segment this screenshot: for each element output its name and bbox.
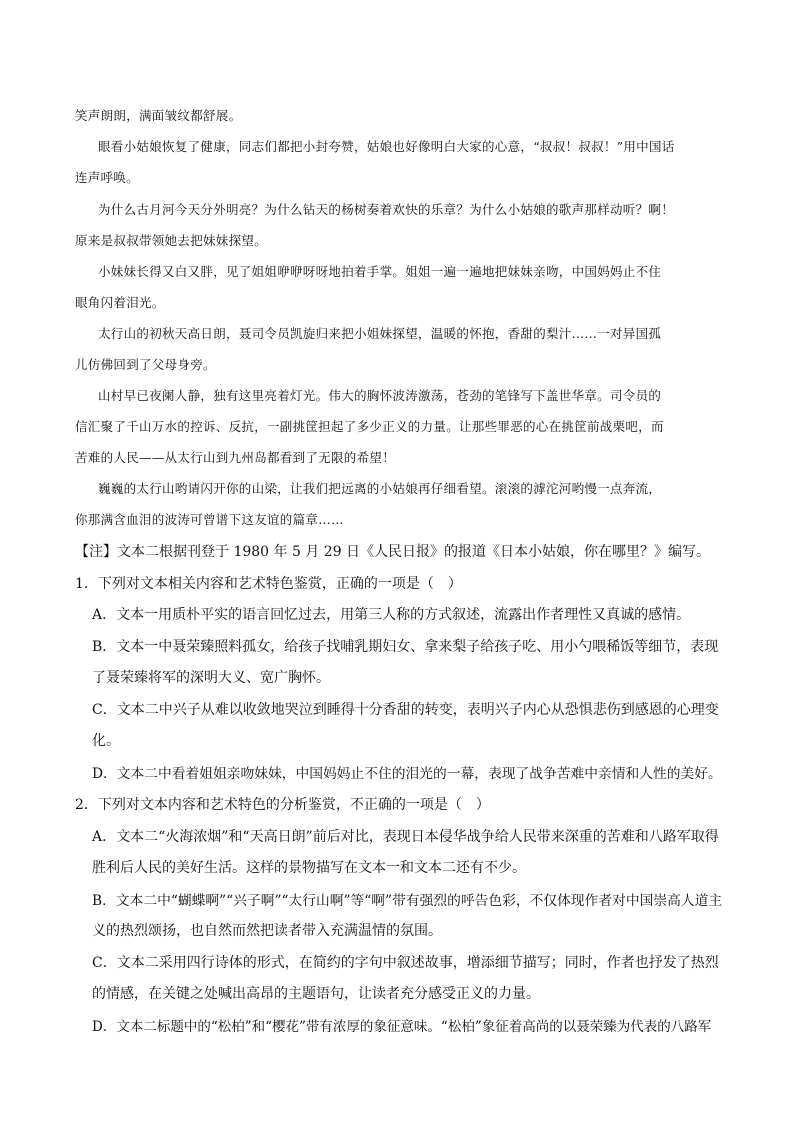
option-c: C．文本二中兴子从难以收敛地哭泣到睡得十分香甜的转变，表明兴子内心从恐惧悲伤到感恩的心理变 <box>92 702 719 718</box>
poem-line: 眼看小姑娘恢复了健康，同志们都把小封夸赞，姑娘也好像明白大家的心意，“叔叔！叔叔！”用中国话 <box>98 139 675 154</box>
option-a: A．文本一用质朴平实的语言回忆过去，用第三人称的方式叙述，流露出作者理性又真诚的感情。 <box>92 607 691 623</box>
poem-line: 你那满含血泪的波涛可曾谱下这友谊的篇章…… <box>75 512 344 527</box>
question-stem: 1．下列对文本相关内容和艺术特色鉴赏，正确的一项是（ ） <box>75 576 462 592</box>
poem-line: 原来是叔叔带领她去把妹妹探望。 <box>75 233 268 248</box>
option-a-cont: 胜利后人民的美好生活。这样的景物描写在文本一和文本二还有不少。 <box>92 860 526 876</box>
poem-line: 苦难的人民——从太行山到九州岛都看到了无限的希望！ <box>75 450 396 465</box>
option-d: D．文本二标题中的“松柏”和“樱花”带有浓厚的象征意味。“松柏”象征着高尚的以聂荣臻为代表的八路军 <box>92 1019 712 1035</box>
option-c-cont: 化。 <box>92 733 120 749</box>
option-c-cont: 的情感，在关键之处喊出高昂的主题语句，让读者充分感受正义的力量。 <box>92 986 540 1002</box>
poem-line: 连声呼唤。 <box>75 170 140 185</box>
option-b-cont: 了聂荣臻将军的深明大义、宽广胸怀。 <box>92 670 330 686</box>
poem-line: 太行山的初秋天高日朗，聂司令员凯旋归来把小姐妹探望，温暖的怀抱，香甜的梨汁……一对异国孤 <box>98 326 662 341</box>
poem-line: 巍巍的太行山哟请闪开你的山梁，让我们把远离的小姑娘再仔细看望。滚滚的滹沱河哟慢一点奔流， <box>98 481 662 496</box>
poem-line: 为什么古月河今天分外明亮？为什么钻天的杨树奏着欢快的乐章？为什么小姑娘的歌声那样动听？啊！ <box>98 202 675 217</box>
option-c: C．文本二采用四行诗体的形式，在简约的字句中叙述故事，增添细节描写；同时，作者也抒发了热烈 <box>92 955 719 971</box>
option-d: D．文本二中看着姐姐亲吻妹妹，中国妈妈止不住的泪光的一幕，表现了战争苦难中亲情和人性的美好。 <box>92 766 722 782</box>
source-note: 【注】文本二根据刊登于 1980 年 5 月 29 日《人民日报》的报道《日本小姑娘，你在哪里？》编写。 <box>75 544 711 560</box>
question-stem: 2．下列对文本内容和艺术特色的分析鉴赏，不正确的一项是（ ） <box>75 797 490 813</box>
poem-line: 儿仿佛回到了父母身旁。 <box>75 357 216 372</box>
poem-line: 信汇聚了千山万水的控诉、反抗，一副挑筐担起了多少正义的力量。让那些罪恶的心在挑筐前战栗吧，而 <box>75 419 664 434</box>
option-a: A．文本二“火海浓烟”和“天高日朗”前后对比，表现日本侵华战争给人民带来深重的苦难和八路军取得 <box>92 829 719 845</box>
option-b: B．文本一中聂荣臻照料孤女，给孩子找哺乳期妇女、拿来梨子给孩子吃、用小勺喂稀饭等细节，表现 <box>92 639 719 655</box>
option-b-cont: 义的热烈颂扬，也自然而然把读者带入充满温情的氛围。 <box>92 923 442 939</box>
poem-line: 小妹妹长得又白又胖，见了姐姐咿咿呀呀地拍着手掌。姐姐一遍一遍地把妹妹亲吻，中国妈妈止不住 <box>98 264 662 279</box>
poem-line: 山村早已夜阑人静，独有这里亮着灯光。伟大的胸怀波涛激荡，苍劲的笔锋写下盖世华章。司令员的 <box>98 388 662 403</box>
poem-line: 眼角闪着泪光。 <box>75 295 165 310</box>
poem-line: 笑声朗朗，满面皱纹都舒展。 <box>75 108 242 123</box>
option-b: B．文本二中“蝴蝶啊”“兴子啊”“太行山啊”等“啊”带有强烈的呼告色彩，不仅体现作者对中国崇高人道主 <box>92 893 723 909</box>
